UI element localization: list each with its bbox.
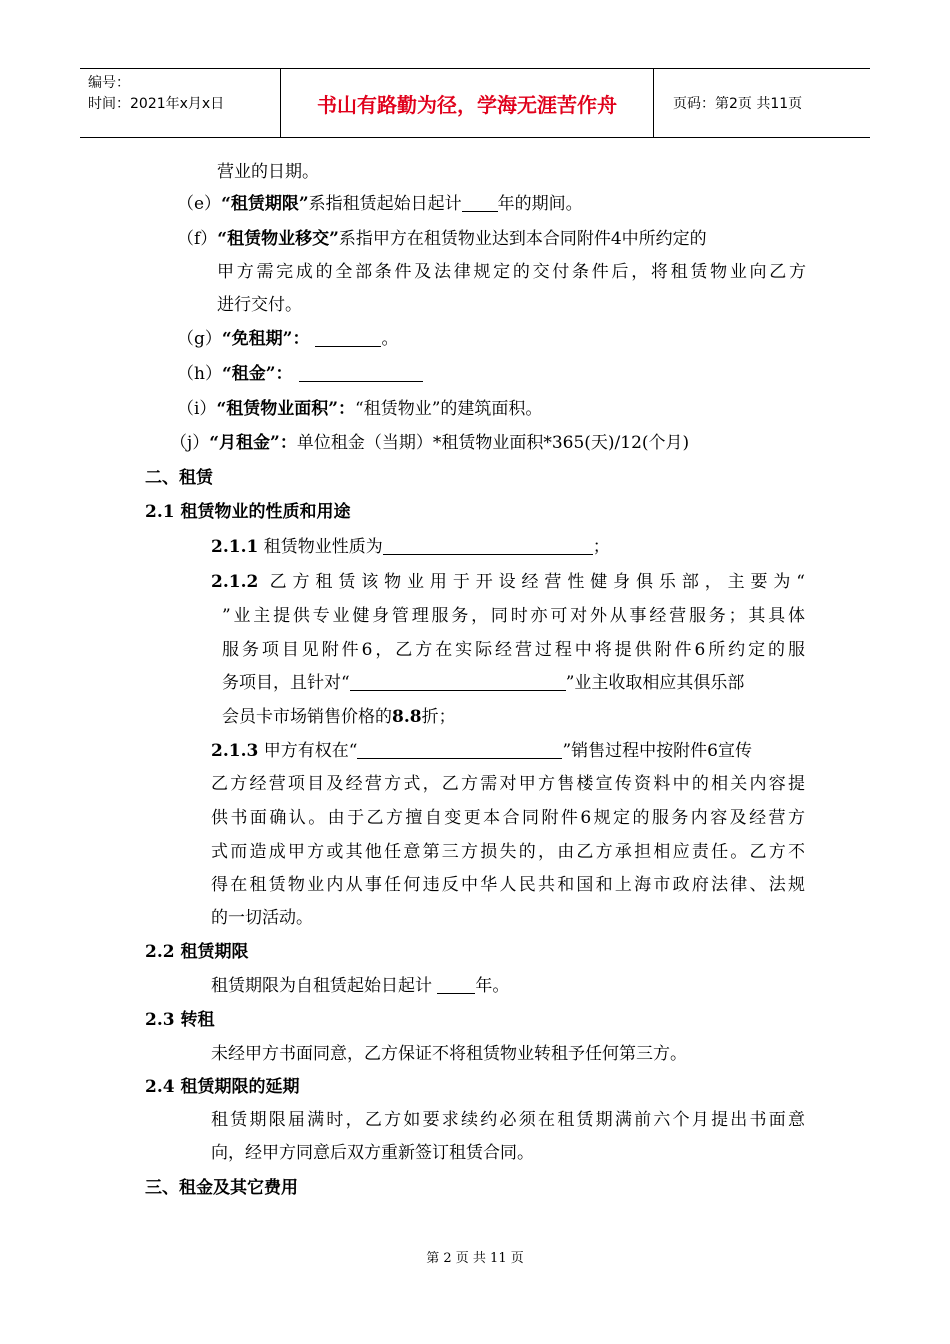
- blank-field: [383, 536, 593, 555]
- paragraph-line: 甲方需完成的全部条件及法律规定的交付条件后，将租赁物业向乙方: [217, 262, 806, 282]
- paragraph-line: 供书面确认。由于乙方擅自变更本合同附件6规定的服务内容及经营方: [211, 808, 805, 828]
- defined-term: “租赁物业面积”：: [216, 399, 355, 419]
- paragraph-line: 得在租赁物业内从事任何违反中华人民共和国和上海市政府法律、法规: [211, 875, 805, 895]
- document-date: 时间：2021年x月x日: [88, 96, 225, 112]
- paragraph-line: [222, 671, 744, 695]
- clause-text: 会员卡市场销售价格的: [222, 707, 392, 727]
- defined-term: “免租期”：: [221, 329, 310, 349]
- paragraph-line: 式而造成甲方或其他任意第三方损失的，由乙方承担相应责任。乙方不: [211, 842, 805, 862]
- paragraph-line: 进行交付。: [217, 295, 302, 315]
- paragraph-line: ”业主提供专业健身管理服务，同时亦可对外从事经营服务；其具体: [222, 606, 805, 626]
- page-info-text: 页码：第2页 共11页: [673, 96, 803, 112]
- clause-text: 乙方租赁该物业用于开设经营性健身俱乐部，主要为“: [258, 572, 805, 592]
- definition-text: 。: [381, 329, 399, 349]
- section-heading: 二、租赁: [145, 468, 213, 488]
- clause-text: ；: [592, 537, 610, 557]
- clause-number: 2.1.1: [211, 537, 259, 557]
- clause-text: 租赁期限为自租赁起始日起计: [211, 976, 438, 996]
- clause-2-1-1: [211, 535, 610, 559]
- clause-text: 年。: [475, 976, 510, 996]
- blank-field: [357, 740, 562, 759]
- paragraph-line: 租赁期限届满时，乙方如要求续约必须在租赁期满前六个月提出书面意: [211, 1110, 805, 1130]
- definition-h: [177, 362, 423, 386]
- blank-field: [299, 363, 423, 382]
- definition-text: 系指甲方在租赁物业达到本合同附件4中所约定的: [338, 229, 707, 249]
- clause-text: ”业主收取相应其俱乐部: [565, 673, 745, 693]
- clause-2-1-2: [211, 570, 805, 594]
- discount-value: 8.8: [392, 707, 422, 727]
- item-prefix: （h）: [177, 364, 222, 384]
- header-meta-cell: [80, 69, 281, 137]
- header-page-info: [665, 69, 870, 137]
- clause-text: 甲方有权在“: [258, 741, 358, 761]
- defined-term: “月租金”：: [209, 433, 297, 453]
- paragraph-line: 向，经甲方同意后双方重新签订租赁合同。: [211, 1143, 534, 1163]
- definition-text: 系指租赁起始日起计: [308, 194, 462, 214]
- definition-text: 年的期间。: [497, 194, 583, 214]
- paragraph-line: [222, 705, 456, 729]
- clause-number: 2.1.2: [211, 572, 259, 592]
- paragraph-line: [211, 974, 509, 998]
- defined-term: “租赁期限”: [221, 194, 309, 214]
- subsection-heading: 2.4 租赁期限的延期: [145, 1077, 300, 1097]
- defined-term: “租金”：: [221, 364, 293, 384]
- section-heading: 三、租金及其它费用: [145, 1178, 298, 1198]
- blank-field: [315, 328, 381, 347]
- definition-text: 单位租金（当期）*租赁物业面积*365(天)/12(个月): [296, 433, 690, 453]
- paragraph-line: 服务项目见附件6，乙方在实际经营过程中将提供附件6所约定的服: [222, 640, 805, 660]
- item-prefix: （i）: [177, 399, 217, 419]
- definition-j: [170, 431, 689, 455]
- paragraph-line: 乙方经营项目及经营方式，乙方需对甲方售楼宣传资料中的相关内容提: [211, 774, 805, 794]
- definition-e: [177, 192, 583, 216]
- paragraph-line: 未经甲方书面同意，乙方保证不将租赁物业转租予任何第三方。: [211, 1044, 687, 1064]
- definition-text: “租赁物业”的建筑面积。: [355, 399, 543, 419]
- item-prefix: （j）: [170, 433, 210, 453]
- clause-text: 务项目，且针对“: [222, 673, 350, 693]
- defined-term: “租赁物业移交”: [217, 229, 339, 249]
- subsection-heading: 2.1 租赁物业的性质和用途: [145, 502, 351, 522]
- definition-g: [177, 327, 398, 351]
- blank-field: [350, 672, 566, 691]
- paragraph-line: 营业的日期。: [217, 162, 319, 182]
- clause-text: 租赁物业性质为: [258, 537, 383, 557]
- clause-number: 2.1.3: [211, 741, 259, 761]
- paragraph-line: 的一切活动。: [211, 908, 313, 928]
- clause-text: 折；: [421, 707, 456, 727]
- blank-field: [437, 975, 475, 994]
- definition-f: [177, 227, 707, 251]
- item-prefix: （e）: [177, 194, 222, 214]
- clause-2-1-3: [211, 739, 752, 763]
- clause-text: ”销售过程中按附件6宣传: [562, 741, 752, 761]
- header-motto: 书山有路勤为径，学海无涯苦作舟: [281, 69, 654, 137]
- item-prefix: （g）: [177, 329, 222, 349]
- definition-i: [177, 397, 542, 421]
- blank-field: [462, 193, 498, 212]
- item-prefix: （f）: [177, 229, 218, 249]
- page-header: [80, 68, 870, 138]
- document-number-label: 编号：: [88, 75, 130, 91]
- page-footer: 第 2 页 共 11 页: [426, 1251, 524, 1266]
- subsection-heading: 2.2 租赁期限: [145, 942, 249, 962]
- subsection-heading: 2.3 转租: [145, 1010, 215, 1030]
